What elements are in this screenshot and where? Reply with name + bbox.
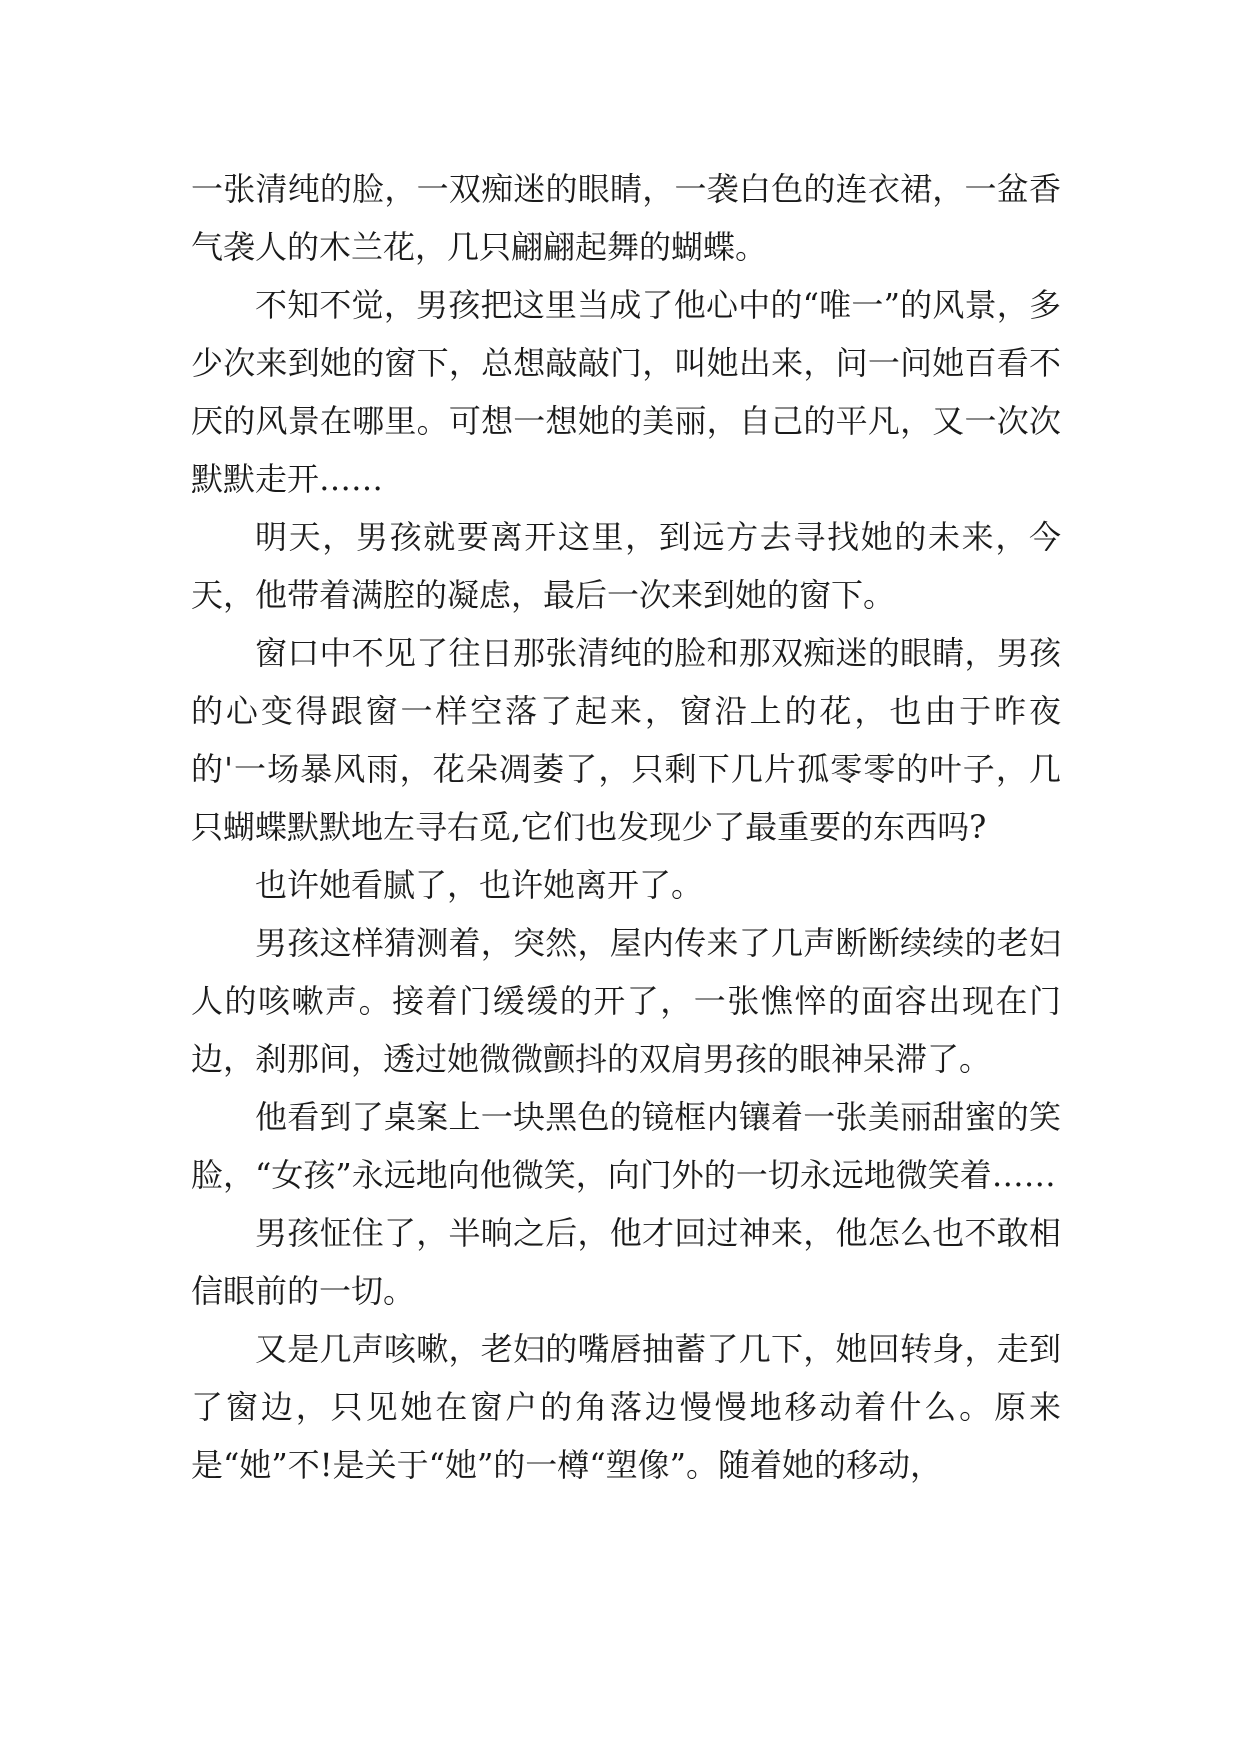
paragraph-4: 窗口中不见了往日那张清纯的脸和那双痴迷的眼睛，男孩的心变得跟窗一样空落了起来，窗沿上的花，也由于昨夜的'一场暴风雨，花朵凋萎了，只剩下几片孤零零的叶子，几只蝴蝶默默地左寻右觅,它们也发现少了最重要的东西吗? bbox=[191, 634, 1061, 846]
paragraph-2: 不知不觉，男孩把这里当成了他心中的“唯一”的风景，多少次来到她的窗下，总想敲敲门，叫她出来，问一问她百看不厌的风景在哪里。可想一想她的美丽，自己的平凡，又一次次默默走开…… bbox=[191, 286, 1061, 498]
document-page bbox=[191, 160, 1061, 1610]
paragraph-6: 男孩这样猜测着，突然，屋内传来了几声断断续续的老妇人的咳嗽声。接着门缓缓的开了，一张憔悴的面容出现在门边，刹那间，透过她微微颤抖的双肩男孩的眼神呆滞了。 bbox=[191, 924, 1061, 1078]
paragraph-1: 一张清纯的脸，一双痴迷的眼睛，一袭白色的连衣裙，一盆香气袭人的木兰花，几只翩翩起舞的蝴蝶。 bbox=[191, 170, 1061, 266]
paragraph-7: 他看到了桌案上一块黑色的镜框内镶着一张美丽甜蜜的笑脸，“女孩”永远地向他微笑，向门外的一切永远地微笑着…… bbox=[191, 1098, 1061, 1194]
paragraph-5: 也许她看腻了，也许她离开了。 bbox=[255, 866, 704, 904]
paragraph-8: 男孩怔住了，半晌之后，他才回过神来，他怎么也不敢相信眼前的一切。 bbox=[191, 1214, 1061, 1310]
paragraph-3: 明天，男孩就要离开这里，到远方去寻找她的未来，今天，他带着满腔的凝虑，最后一次来到她的窗下。 bbox=[191, 518, 1061, 614]
paragraph-9: 又是几声咳嗽，老妇的嘴唇抽蓄了几下，她回转身，走到了窗边，只见她在窗户的角落边慢慢地移动着什么。原来是“她”不!是关于“她”的一樽“塑像”。随着她的移动， bbox=[191, 1330, 1061, 1484]
